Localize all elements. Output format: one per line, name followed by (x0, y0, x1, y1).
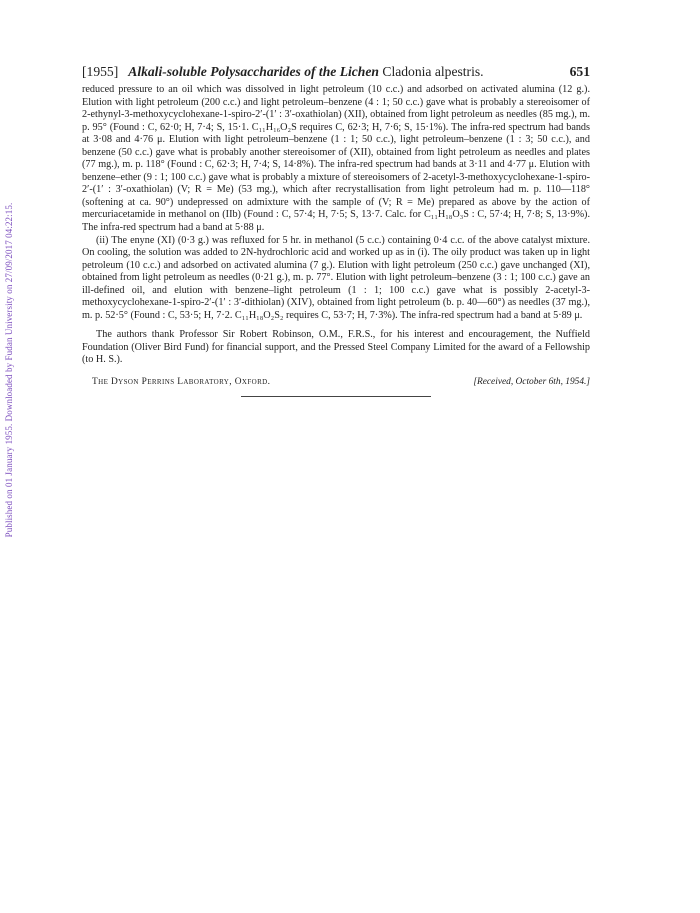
page-number: 651 (569, 64, 590, 79)
header-year: [1955] (82, 64, 119, 79)
header-title-italic: Alkali-soluble Polysaccharides of the Lichen (128, 64, 379, 79)
header-title-species: Cladonia alpestris. (382, 64, 484, 79)
paragraph-ii: (ii) The enyne (XI) (0·3 g.) was refluxed for 5 hr. in methanol (5 c.c.) containing 0·4 c.c. of the above catalyst mixture. On cooling, the solution was added to 2N-hydrochloric acid and worked up as in (i). The oily product was taken up in light petroleum (10 c.c.) and adsorbed on activated alumina (7 g.). Elution with light petroleum (250 c.c.) gave unchanged (XI), obtained from light petroleum as needles (0·21 g.), m. p. 77°. Elution with light petroleum–benzene (3 : 1; 100 c.c.) gave an ill-defined oil, and elution with benzene–light petroleum (1 : 1; 100 c.c.) gave what is possibly 2-acetyl-3-methoxycyclohexane-1-spiro-2′-(1′ : 3′-dithiolan) (XIV), obtained from light petroleum (b. p. 40—60°) as needles (37 mg.), m. p. 52·5° (Found : C, 53·5; H, 7·2. C₁₁H₁₈O₂S₂ requires C, 53·7; H, 7·3%). The infra-red spectrum had a band at 5·89 μ. (82, 234, 590, 321)
article-footer (82, 377, 590, 387)
header-title (118, 64, 569, 80)
laboratory-address: The Dyson Perrins Laboratory, Oxford. (92, 377, 271, 388)
acknowledgement: The authors thank Professor Sir Robert Robinson, O.M., F.R.S., for his interest and encouragement, the Nuffield Foundation (Oliver Bird Fund) for financial support, and the Pressed Steel Company Limited for the award of a Fellowship (to H. S.). (82, 329, 590, 366)
download-watermark (2, 150, 16, 590)
paragraph-continued: reduced pressure to an oil which was dissolved in light petroleum (10 c.c.) and adsorbed on activated alumina (12 g.). Elution with light petroleum (200 c.c.) and light petroleum–benzene (4 : 1; 50 c.c.) gave what is probably a stereoisomer of 2-ethynyl-3-methoxycyclohexane-1-spiro-2′-(1′ : 3′-oxathiolan) (XII), obtained from light petroleum as needles (85 mg.), m. p. 95° (Found : C, 62·0; H, 7·4; S, 15·1. C₁₁H₁₆O₂S requires C, 62·3; H, 7·6; S, 15·1%). The infra-red spectrum had bands at 3·08 and 4·76 μ. Elution with light petroleum–benzene (1 : 1; 50 c.c.), light petroleum–benzene (1 : 3; 50 c.c.), and benzene (50 c.c.) gave what is probably another stereoisomer of (XII), obtained from light petroleum as needles and plates (77 mg.), m. p. 118° (Found : C, 62·3; H, 7·4; S, 14·8%). The infra-red spectrum had bands at 3·11 and 4·77 μ. Elution with benzene–ether (9 : 1; 100 c.c.) gave what is probably a mixture of stereoisomers of 2-acetyl-3-methoxycyclohexane-1-spiro-2′-(1′ : 3′-oxathiolan) (V; R = Me) (53 mg.), which after recrystallisation from light petroleum had m. p. 110—118° (softening at ca. 90°) undepressed on admixture with the sample of (V; R = Me) prepared as above by the action of mercuriacetamide in methanol on (IIb) (Found : C, 57·4; H, 7·5; S, 13·7. Calc. for C₁₁H₁₈O₃S : C, 57·4; H, 7·8; S, 13·9%). The infra-red spectrum had a band at 5·88 μ. (82, 84, 590, 234)
journal-page (82, 64, 590, 397)
article-body (82, 84, 590, 322)
running-header (82, 64, 590, 80)
download-notice: Published on 01 January 1955. Downloaded by Fudan University on 27/09/2017 04:22:15. (4, 202, 14, 538)
end-rule (241, 396, 431, 397)
received-date: [Received, October 6th, 1954.] (473, 377, 590, 388)
